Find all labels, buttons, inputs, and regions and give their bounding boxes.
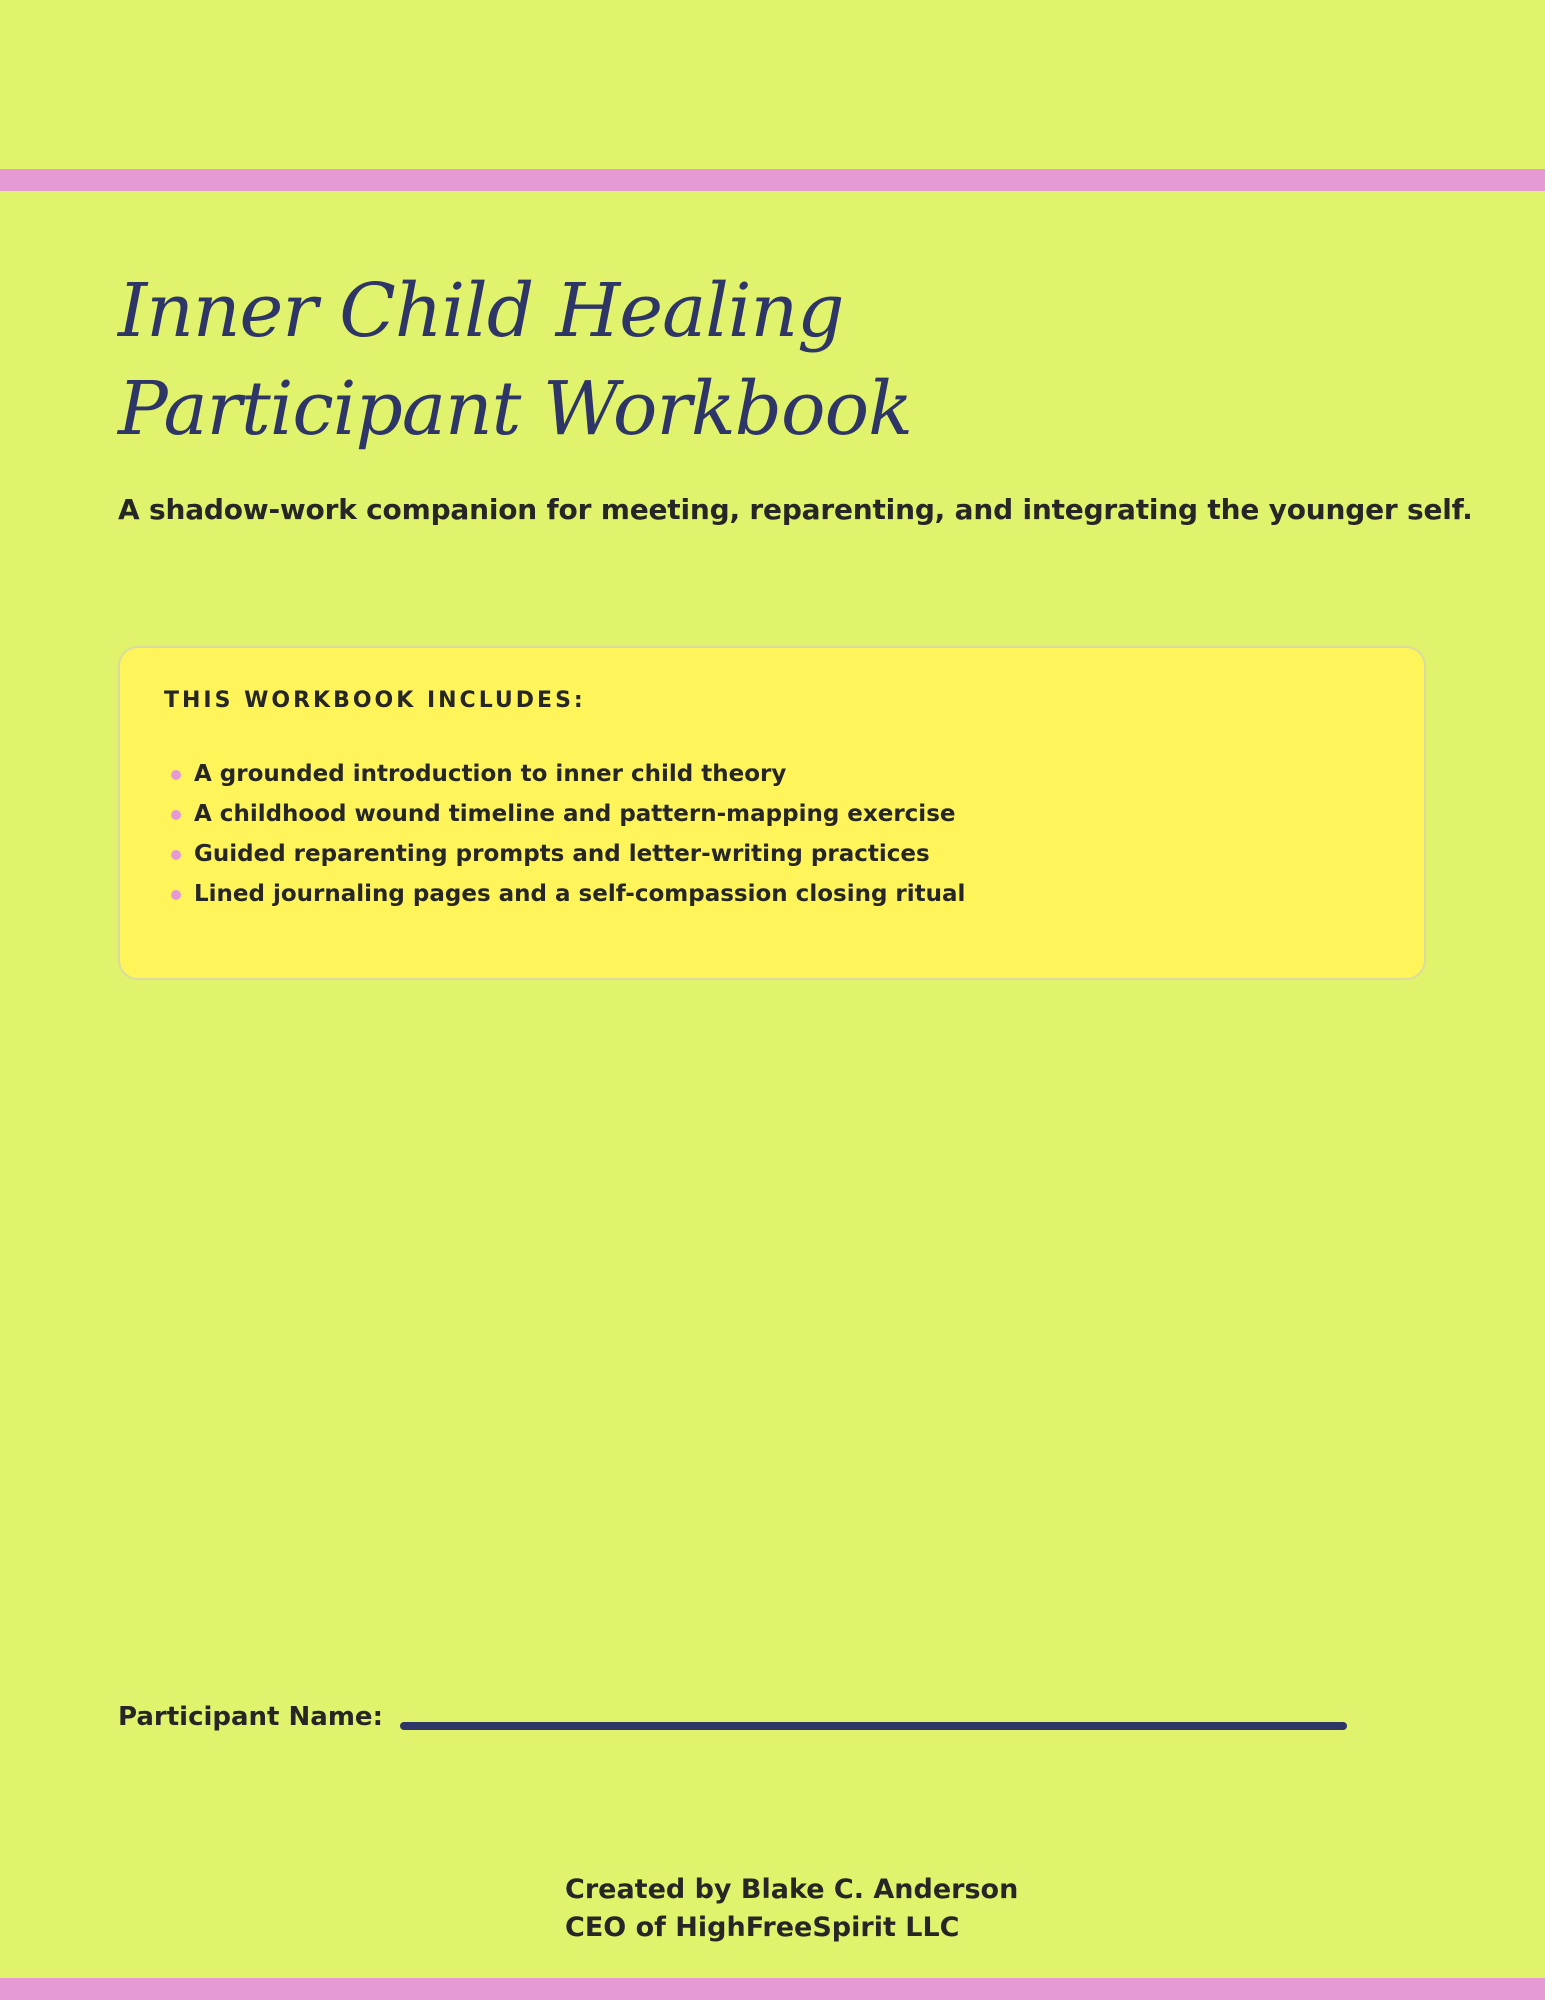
top-accent-band bbox=[0, 169, 1545, 191]
list-item bbox=[164, 834, 965, 874]
list-item-text: A childhood wound timeline and pattern-mapping exercise bbox=[194, 801, 956, 827]
workbook-subtitle: A shadow-work companion for meeting, reparenting, and integrating the younger self. bbox=[118, 493, 1473, 526]
bullet-dot-icon bbox=[171, 810, 181, 820]
includes-box bbox=[118, 646, 1426, 980]
bullet-dot-icon bbox=[171, 850, 181, 860]
workbook-title bbox=[118, 262, 912, 458]
author-line: Created by Blake C. Anderson bbox=[565, 1874, 1019, 1905]
list-item-text: Guided reparenting prompts and letter-writing practices bbox=[194, 841, 930, 867]
bottom-accent-band bbox=[0, 1978, 1545, 2000]
title-line-2: Participant Workbook bbox=[118, 366, 912, 452]
list-item bbox=[164, 874, 965, 914]
bullet-dot-icon bbox=[171, 770, 181, 780]
company-line: CEO of HighFreeSpirit LLC bbox=[565, 1912, 960, 1943]
includes-heading: THIS WORKBOOK INCLUDES: bbox=[164, 688, 586, 713]
title-line-1: Inner Child Healing bbox=[118, 268, 844, 354]
credits bbox=[565, 1871, 1018, 1947]
participant-name-label: Participant Name: bbox=[118, 1702, 383, 1732]
includes-list bbox=[164, 754, 965, 914]
list-item bbox=[164, 794, 965, 834]
list-item bbox=[164, 754, 965, 794]
participant-name-field[interactable] bbox=[400, 1722, 1347, 1730]
bullet-dot-icon bbox=[171, 890, 181, 900]
list-item-text: A grounded introduction to inner child theory bbox=[194, 761, 787, 787]
list-item-text: Lined journaling pages and a self-compassion closing ritual bbox=[194, 881, 966, 907]
